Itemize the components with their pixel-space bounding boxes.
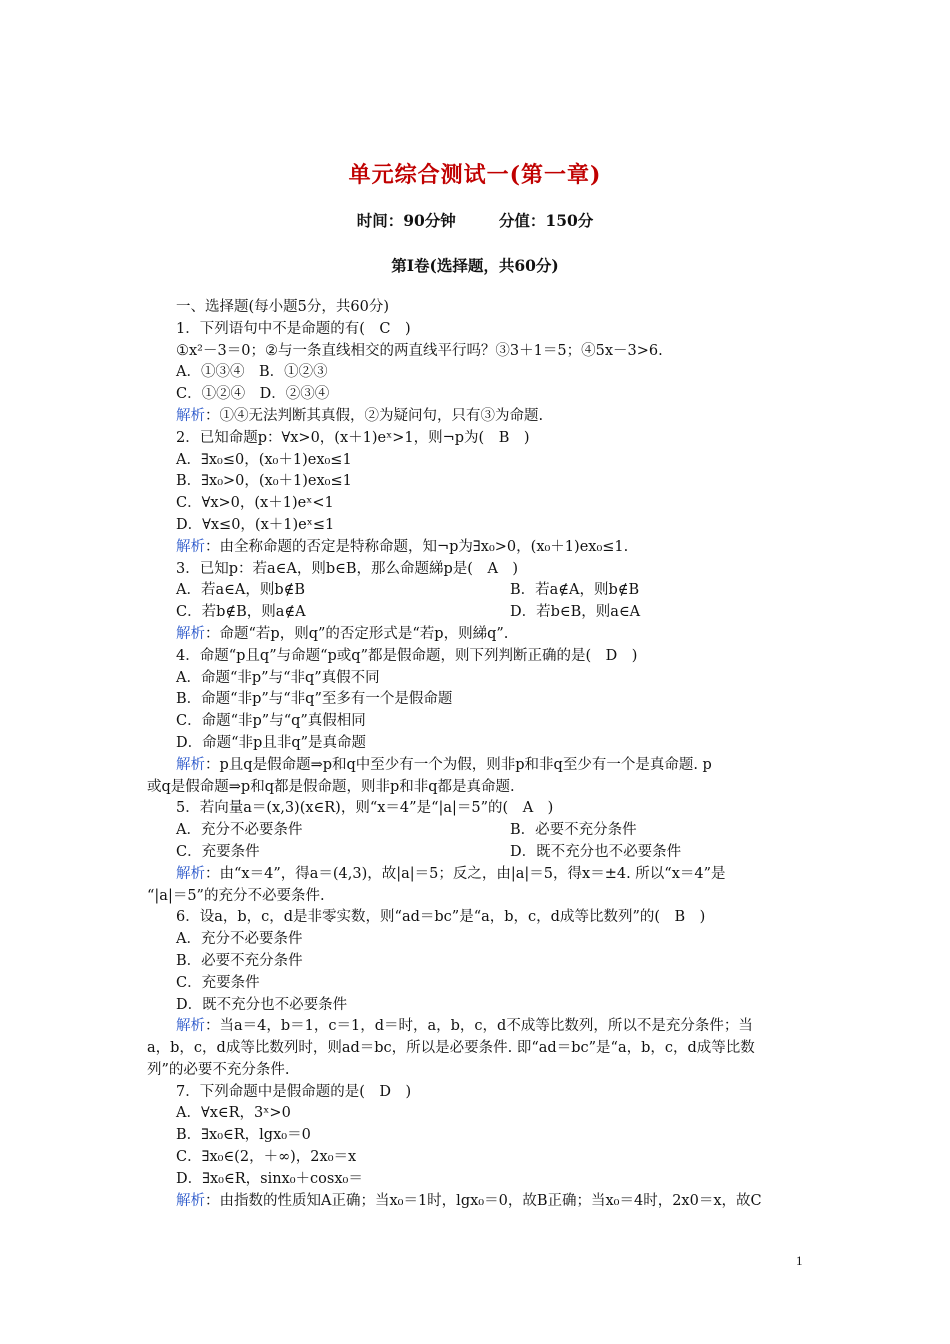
option-left: C．充要条件: [176, 843, 260, 860]
analysis-line: [147, 537, 813, 559]
option-right: D．既不充分也不必要条件: [510, 843, 682, 860]
text-line: [147, 428, 813, 450]
page-title: 单元综合测试一(第一章): [348, 162, 602, 188]
text-line: [147, 668, 813, 690]
analysis-label: 解析: [176, 1018, 205, 1035]
text-line: [147, 297, 813, 319]
option-left: A．充分不必要条件: [176, 822, 303, 839]
analysis-line: [147, 406, 813, 428]
text-line: [147, 1038, 813, 1060]
line-text: ：命题“若p，则q”的否定形式是“若p，则綈q”.: [205, 625, 509, 642]
text-line: [147, 733, 813, 755]
line-text: C．命题“非p”与“q”真假相同: [176, 713, 366, 730]
text-line: [147, 995, 813, 1017]
question-body: [147, 297, 813, 1212]
text-line: [147, 1060, 813, 1082]
line-text: A．①③④ B．①②③: [176, 364, 328, 381]
option-right: B．必要不充分条件: [510, 822, 637, 839]
text-line: [147, 951, 813, 973]
line-text: ：由全称命题的否定是特称命题，知¬p为∃x₀>0，(x₀＋1)ex₀≤1.: [205, 538, 629, 555]
line-text: A．充分不必要条件: [176, 931, 303, 948]
text-line: [147, 646, 813, 668]
text-line: [147, 929, 813, 951]
line-text: 1．下列语句中不是命题的有( C ): [176, 320, 411, 337]
analysis-line: [147, 755, 813, 777]
line-text: ：由指数的性质知A正确；当x₀＝1时，lgx₀＝0，故B正确；当x₀＝4时，2x0＝x，故C: [205, 1192, 762, 1209]
text-line: [147, 362, 813, 384]
page-number: 1: [796, 1253, 803, 1268]
line-text: D．∃x₀∈R，sinx₀＋cosx₀＝: [176, 1170, 363, 1187]
analysis-label: 解析: [176, 865, 205, 882]
text-line: [147, 471, 813, 493]
analysis-line: [147, 1191, 813, 1213]
text-line: [147, 559, 813, 581]
text-line: [147, 886, 813, 908]
line-text: ①x²－3＝0；②与一条直线相交的两直线平行吗？③3＋1＝5；④5x－3>6.: [176, 342, 663, 359]
volume-heading: 第Ⅰ卷(选择题，共60分): [391, 256, 559, 275]
option-right: B．若a∉A，则b∉B: [510, 582, 640, 599]
line-text: “|a|＝5”的充分不必要条件.: [147, 887, 325, 904]
analysis-label: 解析: [176, 538, 205, 555]
line-text: 4．命题“p且q”与命题“p或q”都是假命题，则下列判断正确的是( D ): [176, 647, 638, 664]
line-text: 6．设a，b，c，d是非零实数，则“ad＝bc”是“a，b，c，d成等比数列”的( B ): [176, 909, 706, 926]
text-line: [147, 777, 813, 799]
line-text: B．必要不充分条件: [176, 952, 303, 969]
line-text: B．∃x₀∈R，lgx₀＝0: [176, 1127, 311, 1144]
line-text: ：p且q是假命题⇒p和q中至少有一个为假，则非p和非q至少有一个是真命题. p: [205, 756, 712, 773]
line-text: 7．下列命题中是假命题的是( D ): [176, 1083, 412, 1100]
text-line: [147, 1169, 813, 1191]
line-text: A．∃x₀≤0，(x₀＋1)ex₀≤1: [176, 451, 352, 468]
line-text: C．∀x>0，(x＋1)eˣ<1: [176, 495, 334, 512]
line-text: C．①②④ D．②③④: [176, 386, 330, 403]
analysis-label: 解析: [176, 407, 205, 424]
text-line: [147, 973, 813, 995]
text-line: [147, 384, 813, 406]
line-text: a，b，c，d成等比数列时，则ad＝bc，所以是必要条件. 即“ad＝bc”是“a，b，c，d成等比数: [147, 1040, 755, 1057]
text-line: [147, 515, 813, 537]
text-line: [147, 798, 813, 820]
line-text: C．充要条件: [176, 974, 260, 991]
line-text: A．∀x∈R，3ˣ>0: [176, 1105, 291, 1122]
line-text: 一、选择题(每小题5分，共60分): [176, 299, 389, 315]
text-line: [147, 602, 813, 624]
line-text: D．命题“非p且非q”是真命题: [176, 734, 367, 751]
analysis-label: 解析: [176, 625, 205, 642]
text-line: [147, 1103, 813, 1125]
line-text: ：由“x＝4”，得a＝(4,3)，故|a|＝5；反之，由|a|＝5，得x＝±4. 所以“x＝4”是: [205, 865, 726, 882]
analysis-line: [147, 624, 813, 646]
line-text: B．命题“非p”与“非q”至多有一个是假命题: [176, 691, 453, 708]
text-line: [147, 450, 813, 472]
line-text: ：当a＝4，b＝1，c＝1，d＝时，a，b，c，d不成等比数列，所以不是充分条件；当: [205, 1018, 753, 1035]
line-text: 2．已知命题p：∀x>0，(x＋1)eˣ>1，则¬p为( B ): [176, 429, 530, 446]
line-text: C．∃x₀∈(2，＋∞)，2x₀＝x: [176, 1149, 357, 1166]
line-text: D．∀x≤0，(x＋1)eˣ≤1: [176, 516, 335, 533]
text-line: [147, 820, 813, 842]
text-line: [147, 842, 813, 864]
text-line: [147, 1125, 813, 1147]
line-text: 3．已知p：若a∈A，则b∈B，那么命题綈p是( A ): [176, 560, 519, 577]
text-line: [147, 493, 813, 515]
text-line: [147, 689, 813, 711]
text-line: [147, 319, 813, 341]
text-line: [147, 1147, 813, 1169]
line-text: B．∃x₀>0，(x₀＋1)ex₀≤1: [176, 473, 352, 490]
text-line: [147, 1082, 813, 1104]
text-line: [147, 580, 813, 602]
line-text: ：①④无法判断其真假，②为疑问句，只有③为命题.: [205, 407, 544, 424]
exam-meta: 时间：90分钟 分值：150分: [356, 211, 594, 230]
line-text: 或q是假命题⇒p和q都是假命题，则非p和非q都是真命题.: [147, 778, 515, 795]
line-text: 5．若向量a＝(x,3)(x∈R)，则“x＝4”是“|a|＝5”的( A ): [176, 800, 554, 817]
text-line: [147, 341, 813, 363]
text-line: [147, 711, 813, 733]
line-text: D．既不充分也不必要条件: [176, 996, 348, 1013]
option-left: A．若a∈A，则b∉B: [176, 582, 305, 599]
option-left: C．若b∉B，则a∉A: [176, 604, 306, 621]
text-line: [147, 907, 813, 929]
analysis-label: 解析: [176, 756, 205, 773]
analysis-line: [147, 864, 813, 886]
option-right: D．若b∈B，则a∈A: [510, 604, 641, 621]
line-text: 列”的必要不充分条件.: [147, 1061, 290, 1078]
analysis-label: 解析: [176, 1192, 205, 1209]
line-text: A．命题“非p”与“非q”真假不同: [176, 669, 380, 686]
analysis-line: [147, 1016, 813, 1038]
